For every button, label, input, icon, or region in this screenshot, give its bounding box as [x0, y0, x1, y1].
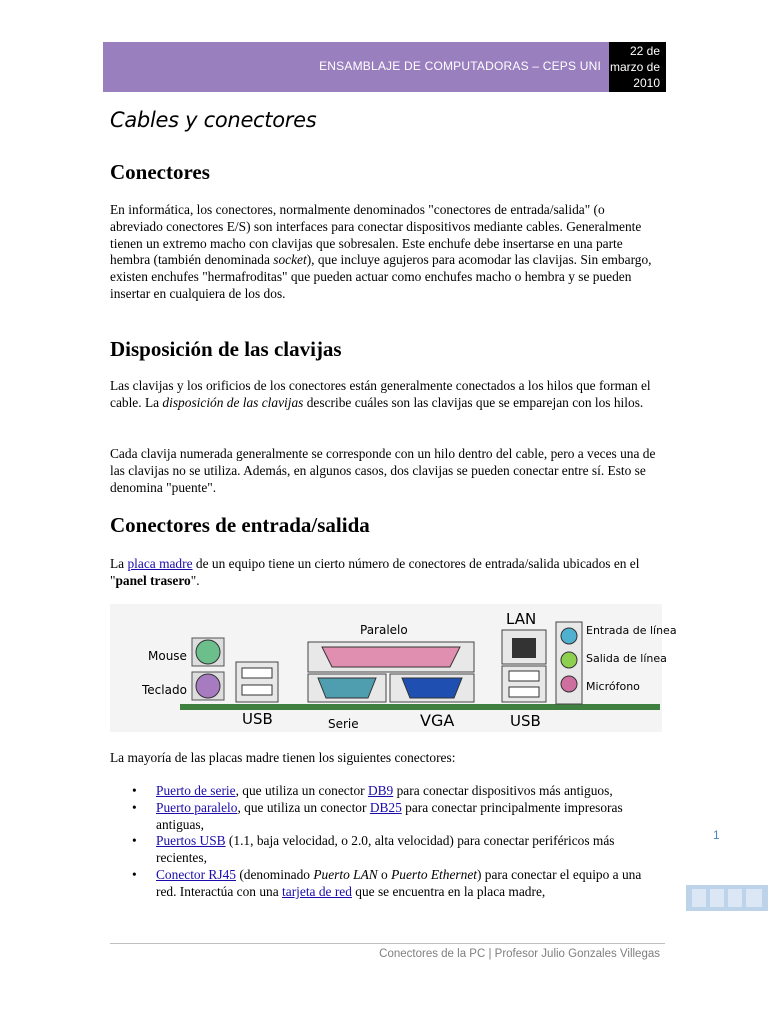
bullet: • [132, 833, 137, 849]
back-panel-drawing [110, 604, 677, 732]
heading-conectores: Conectores [110, 160, 210, 184]
label-paralelo: Paralelo [360, 623, 408, 637]
label-entrada-linea: Entrada de línea [586, 624, 677, 637]
label-teclado: Teclado [142, 683, 187, 697]
link-placa-madre[interactable]: placa madre [127, 556, 193, 571]
text-run: describe cuáles son las clavijas que se emparejan con los hilos. [303, 394, 644, 410]
label-usb-left: USB [242, 710, 273, 728]
page-corner-decoration [686, 885, 768, 911]
bullet: • [132, 783, 137, 798]
ps2-mouse-port [192, 638, 224, 666]
link-tarjeta-de-red[interactable]: tarjeta de red [282, 883, 352, 899]
page-number: 1 [713, 828, 720, 842]
paragraph-entrada-salida [110, 556, 660, 590]
link-db25[interactable]: DB25 [369, 799, 402, 815]
text-bold: panel trasero [115, 572, 191, 588]
footer-divider [110, 943, 665, 944]
label-vga: VGA [420, 711, 455, 730]
header-date-line: marzo de [609, 60, 660, 74]
link-db9[interactable]: DB9 [367, 783, 394, 798]
label-salida-linea: Salida de línea [586, 652, 667, 665]
audio-jacks [556, 622, 582, 704]
text-run: (denominado [235, 866, 314, 882]
bullet: • [132, 866, 137, 882]
text-run: o [377, 866, 392, 882]
text-run: para conectar dispositivos más antiguos, [393, 783, 613, 798]
list-intro: La mayoría de las placas madre tienen los siguientes conectores: [110, 750, 456, 765]
text-run: Las clavijas y los orificios de los conectores están generalmente conectados a los hilos que forman el cable. La [110, 378, 651, 410]
text-run: ". [190, 572, 200, 588]
label-mouse: Mouse [148, 649, 187, 663]
list-item [110, 867, 660, 901]
label-usb-right: USB [510, 712, 541, 730]
paragraph-disposicion-1 [110, 378, 660, 412]
usb-ports-left [236, 662, 278, 702]
paragraph-disposicion-2: Cada clavija numerada generalmente se corresponde con un hilo dentro del cable, pero a veces una de las clavijas no se utiliza. Además, en algunos casos, dos clavijas se pueden conectar entre sí. Esto se denomina "puente". [110, 446, 656, 495]
text-run: de un equipo tiene un cierto número de conectores de entrada/salida ubicados en el " [110, 556, 640, 588]
text-run: (1.1, baja velocidad, o 2.0, alta velocidad) para conectar periféricos más recientes, [156, 833, 615, 866]
serial-port [308, 674, 386, 702]
list-item [110, 783, 660, 800]
header-bar [103, 42, 609, 92]
header-date-line: 2010 [633, 76, 660, 90]
heading-entrada-salida: Conectores de entrada/salida [110, 513, 370, 537]
paragraph-conectores [110, 202, 660, 303]
text-emphasis: socket [273, 252, 307, 268]
link-puerto-paralelo[interactable]: Puerto paralelo [156, 799, 238, 815]
text-run: La [110, 556, 128, 571]
text-emphasis: Puerto LAN [313, 866, 378, 882]
text-run: , que utiliza un conector [235, 783, 368, 798]
back-panel-image [110, 604, 677, 732]
usb-ports-right [502, 666, 546, 702]
text-run: para conectar principalmente impresoras antiguas, [156, 799, 623, 832]
bullet: • [132, 799, 137, 815]
link-puerto-serie[interactable]: Puerto de serie [156, 783, 236, 798]
list-item [110, 800, 660, 834]
document-title: Cables y conectores [110, 108, 317, 132]
text-run: En informática, los conectores, normalmente denominados "conectores de entrada/salida" (o abreviado conectores E/S) son interfaces para conectar dispositivos mediante cables. Generalmente tienen un extremo macho con clavijas que sobresalen. Este enchufe debe insertarse en una parte hembra (también denominada [110, 202, 642, 268]
lan-port [502, 630, 546, 664]
text-run: ) para conectar el equipo a una red. Interactúa con una [156, 866, 642, 899]
list-item [110, 833, 660, 867]
heading-disposicion: Disposición de las clavijas [110, 337, 342, 361]
text-emphasis: Puerto Ethernet [391, 866, 477, 882]
footer-text: Conectores de la PC | Profesor Julio Gonzales Villegas [379, 948, 660, 960]
link-puertos-usb[interactable]: Puertos USB [156, 833, 226, 849]
header-date [609, 42, 666, 92]
parallel-port [308, 642, 474, 672]
label-serie: Serie [328, 717, 359, 731]
header-title: ENSAMBLAJE DE COMPUTADORAS – CEPS UNI [319, 59, 601, 73]
text-run: , que utiliza un conector [237, 799, 370, 815]
header-date-line: 22 de [629, 44, 660, 58]
ps2-keyboard-port [192, 672, 224, 700]
label-lan: LAN [506, 610, 537, 628]
text-emphasis: disposición de las clavijas [162, 394, 304, 410]
text-run: que se encuentra en la placa madre, [351, 883, 546, 899]
vga-port [390, 674, 474, 702]
text-run: ), que incluye agujeros para acomodar las clavijas. Sin embargo, existen enchufes "hermafroditas" que pueden actuar como enchufes macho o hembra y se pueden insertar en cualquiera de los dos. [110, 252, 652, 301]
link-conector-rj45[interactable]: Conector RJ45 [156, 866, 236, 882]
connector-list [110, 783, 660, 901]
label-microfono: Micrófono [586, 680, 640, 693]
